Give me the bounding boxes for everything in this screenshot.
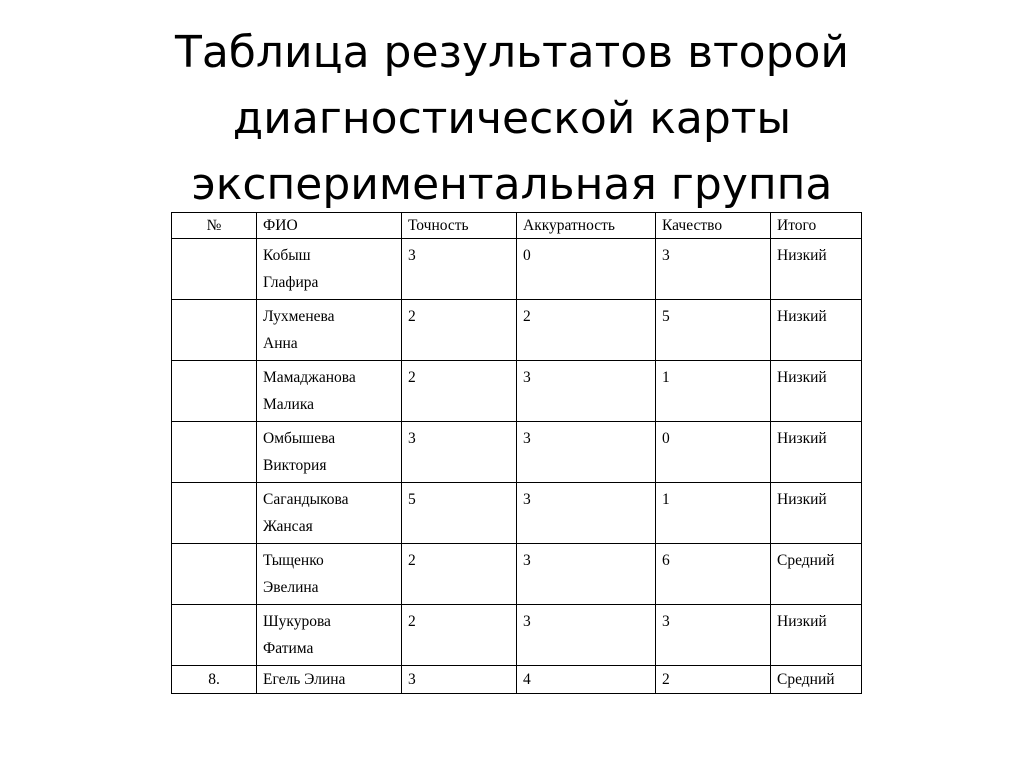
table-row: [172, 605, 862, 666]
cell-quality: 2: [656, 666, 771, 694]
cell-total: Низкий: [771, 361, 862, 422]
cell-neatness: 3: [517, 361, 656, 422]
cell-quality: 1: [656, 361, 771, 422]
cell-total: Средний: [771, 666, 862, 694]
cell-total: Низкий: [771, 239, 862, 300]
name-line-given: Анна: [263, 335, 298, 352]
cell-neatness: 0: [517, 239, 656, 300]
name-line-surname: Шукурова: [263, 613, 331, 630]
name-line-given: Жансая: [263, 518, 313, 535]
cell-quality: 5: [656, 300, 771, 361]
table-row: [172, 361, 862, 422]
table-row: [172, 422, 862, 483]
header-quality: Качество: [656, 213, 771, 239]
name-line-surname: Тыщенко: [263, 552, 324, 569]
name-line-surname: Мамаджанова: [263, 369, 356, 386]
cell-total: Низкий: [771, 605, 862, 666]
cell-neatness: 3: [517, 544, 656, 605]
cell-name: [257, 300, 402, 361]
title-line-2: диагностической карты: [232, 93, 792, 144]
table-row: [172, 239, 862, 300]
table-row: [172, 666, 862, 694]
cell-number: [172, 605, 257, 666]
cell-name: [257, 544, 402, 605]
name-line-given: Малика: [263, 396, 315, 413]
cell-neatness: 3: [517, 483, 656, 544]
cell-name: [257, 666, 402, 694]
cell-accuracy: 2: [402, 361, 517, 422]
table-row: [172, 544, 862, 605]
cell-name: [257, 605, 402, 666]
cell-number: [172, 361, 257, 422]
name-line-surname: Омбышева: [263, 430, 336, 447]
title-line-1: Таблица результатов второй: [174, 27, 850, 78]
name-line-given: Виктория: [263, 457, 327, 474]
cell-neatness: 2: [517, 300, 656, 361]
header-total: Итого: [771, 213, 862, 239]
name-line-surname: Сагандыкова: [263, 491, 349, 508]
cell-total: Низкий: [771, 483, 862, 544]
name-line-surname: Егель Элина: [263, 671, 346, 688]
header-name: ФИО: [257, 213, 402, 239]
cell-total: Низкий: [771, 300, 862, 361]
cell-number: [172, 300, 257, 361]
header-number: №: [172, 213, 257, 239]
cell-neatness: 3: [517, 422, 656, 483]
cell-accuracy: 3: [402, 239, 517, 300]
cell-accuracy: 3: [402, 422, 517, 483]
cell-number: [172, 483, 257, 544]
cell-number: 8.: [172, 666, 257, 694]
page-title: [0, 20, 1024, 218]
cell-accuracy: 2: [402, 300, 517, 361]
header-neatness: Аккуратность: [517, 213, 656, 239]
cell-quality: 3: [656, 239, 771, 300]
cell-neatness: 3: [517, 605, 656, 666]
cell-accuracy: 2: [402, 544, 517, 605]
cell-number: [172, 544, 257, 605]
cell-name: [257, 361, 402, 422]
title-line-3: экспериментальная группа: [191, 159, 833, 210]
table-header-row: [172, 213, 862, 239]
name-line-surname: Кобыш: [263, 247, 311, 264]
name-line-surname: Лухменева: [263, 308, 335, 325]
cell-quality: 6: [656, 544, 771, 605]
cell-accuracy: 3: [402, 666, 517, 694]
cell-accuracy: 5: [402, 483, 517, 544]
cell-quality: 0: [656, 422, 771, 483]
cell-name: [257, 422, 402, 483]
cell-number: [172, 239, 257, 300]
table-row: [172, 483, 862, 544]
cell-name: [257, 239, 402, 300]
cell-name: [257, 483, 402, 544]
cell-total: Средний: [771, 544, 862, 605]
cell-quality: 3: [656, 605, 771, 666]
table-row: [172, 300, 862, 361]
cell-number: [172, 422, 257, 483]
name-line-given: Фатима: [263, 640, 314, 657]
cell-neatness: 4: [517, 666, 656, 694]
results-table: [171, 212, 862, 694]
cell-total: Низкий: [771, 422, 862, 483]
name-line-given: Глафира: [263, 274, 319, 291]
cell-accuracy: 2: [402, 605, 517, 666]
name-line-given: Эвелина: [263, 579, 319, 596]
cell-quality: 1: [656, 483, 771, 544]
header-accuracy: Точность: [402, 213, 517, 239]
